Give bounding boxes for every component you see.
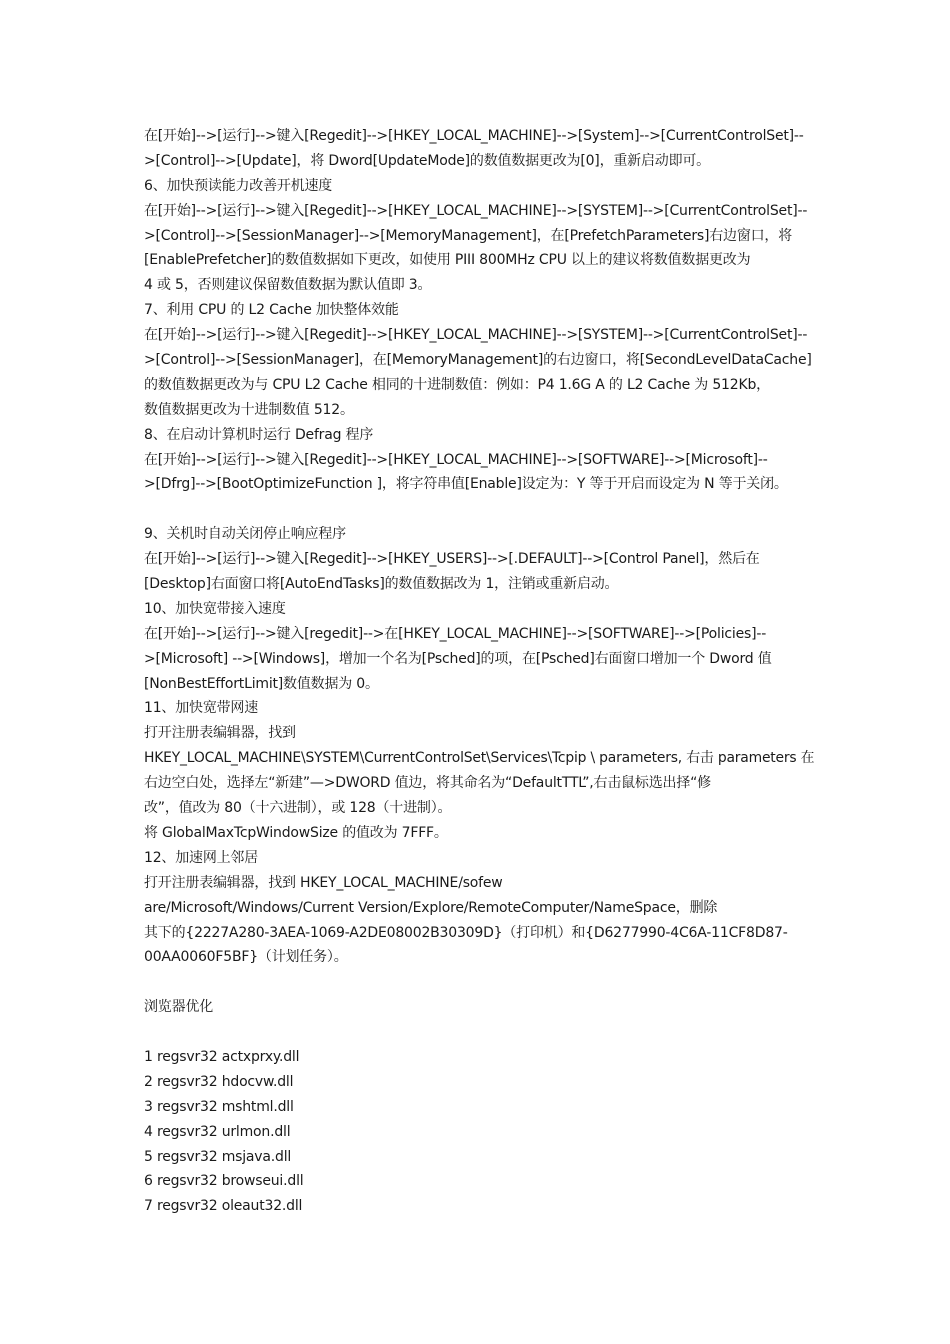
text-line: 在[开始]-->[运行]-->键入[Regedit]-->[HKEY_LOCAL_MACHINE]-->[SOFTWARE]-->[Microsoft]-- <box>144 451 768 468</box>
text-line: [Desktop]右面窗口将[AutoEndTasks]的数值数据改为 1，注销或重新启动。 <box>144 576 619 593</box>
command-line: 6 regsvr32 browseui.dll <box>144 1173 304 1190</box>
text-line: 右边空白处，选择左“新建”—>DWORD 值边，将其命名为“DefaultTTL”,右击鼠标选出择“修 <box>144 775 711 792</box>
text-line: >[Control]-->[Update]，将 Dword[UpdateMode]的数值数据更改为[0]，重新启动即可。 <box>144 152 710 169</box>
text-line: 在[开始]-->[运行]-->键入[Regedit]-->[HKEY_LOCAL_MACHINE]-->[System]-->[CurrentControlSet]-- <box>144 128 804 144</box>
text-line: 打开注册表编辑器，找到 <box>144 725 296 742</box>
command-line: 7 regsvr32 oleaut32.dll <box>144 1198 303 1215</box>
command-line: 5 regsvr32 msjava.dll <box>144 1148 292 1165</box>
text-line: 数值数据更改为十进制数值 512。 <box>144 401 354 418</box>
text-line: [NonBestEffortLimit]数值数据为 0。 <box>144 675 379 692</box>
text-line: >[Microsoft] -->[Windows]，增加一个名为[Psched]的项，在[Psched]右面窗口增加一个 Dword 值 <box>144 650 772 667</box>
section-heading: 8、在启动计算机时运行 Defrag 程序 <box>144 426 374 443</box>
text-line: >[Control]-->[SessionManager]-->[MemoryManagement]，在[PrefetchParameters]右边窗口，将 <box>144 227 793 244</box>
text-line: 在[开始]-->[运行]-->键入[Regedit]-->[HKEY_LOCAL_MACHINE]-->[SYSTEM]-->[CurrentControlSet]-- <box>144 202 808 219</box>
command-line: 1 regsvr32 actxprxy.dll <box>144 1048 300 1065</box>
text-line: 将 GlobalMaxTcpWindowSize 的值改为 7FFF。 <box>144 824 448 841</box>
section-heading: 9、关机时自动关闭停止响应程序 <box>144 526 346 543</box>
text-line: are/Microsoft/Windows/Current Version/Explore/RemoteComputer/NameSpace，删除 <box>144 899 718 916</box>
document-body <box>144 124 814 1219</box>
section-heading: 11、加快宽带网速 <box>144 700 259 717</box>
blank-line <box>144 497 814 522</box>
command-line: 3 regsvr32 mshtml.dll <box>144 1098 294 1115</box>
text-line: 在[开始]-->[运行]-->键入[regedit]-->在[HKEY_LOCAL_MACHINE]-->[SOFTWARE]-->[Policies]-- <box>144 625 767 642</box>
command-line: 2 regsvr32 hdocvw.dll <box>144 1073 294 1090</box>
text-line: 其下的{2227A280-3AEA-1069-A2DE08002B30309D}（打印机）和{D6277990-4C6A-11CF8D87- <box>144 924 788 941</box>
blank-line <box>144 1020 814 1045</box>
section-heading: 6、加快预读能力改善开机速度 <box>144 177 333 194</box>
text-line: 改”，值改为 80（十六进制），或 128（十进制）。 <box>144 800 452 817</box>
text-line: [EnablePrefetcher]的数值数据如下更改，如使用 PIII 800MHz CPU 以上的建议将数值数据更改为 <box>144 252 751 269</box>
blank-line <box>144 970 814 995</box>
text-line: 00AA0060F5BF}（计划任务）。 <box>144 949 348 966</box>
text-line: >[Dfrg]-->[BootOptimizeFunction ]，将字符串值[Enable]设定为：Y 等于开启而设定为 N 等于关闭。 <box>144 476 788 493</box>
section-heading: 浏览器优化 <box>144 999 213 1016</box>
command-line: 4 regsvr32 urlmon.dll <box>144 1123 291 1140</box>
section-heading: 12、加速网上邻居 <box>144 849 259 866</box>
text-line: HKEY_LOCAL_MACHINE\SYSTEM\CurrentControlSet\Services\Tcpip \ parameters, 右击 parameters 在 <box>144 750 815 767</box>
text-line: >[Control]-->[SessionManager]，在[MemoryManagement]的右边窗口，将[SecondLevelDataCache] <box>144 352 812 369</box>
text-line: 的数值数据更改为与 CPU L2 Cache 相同的十进制数值：例如：P4 1.6G A 的 L2 Cache 为 512Kb， <box>144 376 770 393</box>
text-line: 在[开始]-->[运行]-->键入[Regedit]-->[HKEY_USERS]-->[.DEFAULT]-->[Control Panel]，然后在 <box>144 551 760 568</box>
text-line: 在[开始]-->[运行]-->键入[Regedit]-->[HKEY_LOCAL_MACHINE]-->[SYSTEM]-->[CurrentControlSet]-- <box>144 327 808 344</box>
section-heading: 10、加快宽带接入速度 <box>144 600 286 617</box>
text-line: 4 或 5，否则建议保留数值数据为默认值即 3。 <box>144 277 432 294</box>
section-heading: 7、利用 CPU 的 L2 Cache 加快整体效能 <box>144 302 399 319</box>
text-line: 打开注册表编辑器，找到 HKEY_LOCAL_MACHINE/sofew <box>144 874 503 891</box>
